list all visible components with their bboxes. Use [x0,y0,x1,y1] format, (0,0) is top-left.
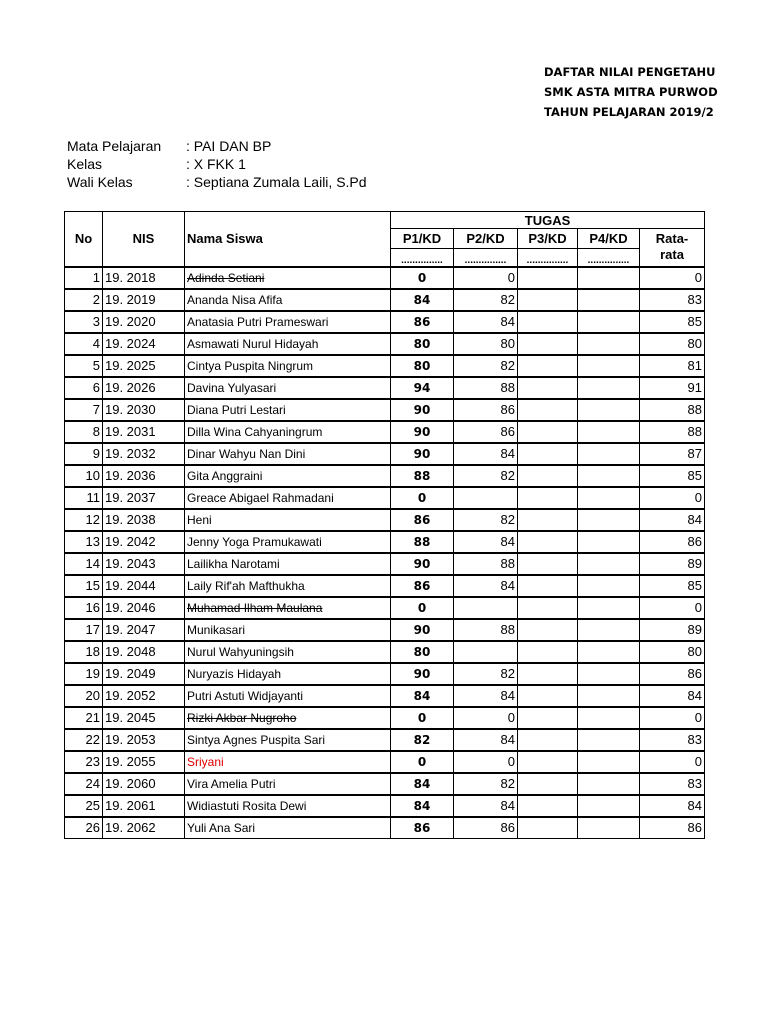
cell-no: 22 [65,729,103,751]
cell-p2: 84 [454,729,518,751]
cell-student-name: Anatasia Putri Prameswari [185,311,391,333]
cell-nis: 19. 2032 [103,443,185,465]
cell-average: 84 [640,685,705,707]
table-row [65,619,705,641]
cell-p3 [518,289,578,311]
cell-p2: 88 [454,619,518,641]
cell-p2: 84 [454,311,518,333]
cell-student-name: Heni [185,509,391,531]
table-row [65,729,705,751]
cell-p2 [454,597,518,619]
table-row [65,509,705,531]
cell-no: 20 [65,685,103,707]
cell-no: 16 [65,597,103,619]
cell-average: 80 [640,333,705,355]
cell-no: 11 [65,487,103,509]
cell-p1: 0 [391,751,454,773]
cell-p1: 0 [391,707,454,729]
cell-nis: 19. 2020 [103,311,185,333]
cell-student-name: Muhamad Ilham Maulana [185,597,391,619]
class-row [67,155,367,173]
cell-student-name: Gita Anggraini [185,465,391,487]
cell-p4 [578,553,640,575]
table-row [65,553,705,575]
table-row [65,641,705,663]
cell-p4 [578,355,640,377]
cell-p4 [578,465,640,487]
cell-nis: 19. 2042 [103,531,185,553]
cell-nis: 19. 2037 [103,487,185,509]
cell-p3 [518,729,578,751]
header-p1-dots: ............... [391,249,454,267]
cell-p3 [518,333,578,355]
cell-no: 15 [65,575,103,597]
cell-student-name: Nurul Wahyuningsih [185,641,391,663]
cell-p2 [454,641,518,663]
cell-p4 [578,377,640,399]
cell-student-name: Sintya Agnes Puspita Sari [185,729,391,751]
cell-p1: 0 [391,487,454,509]
table-row [65,377,705,399]
table-row [65,663,705,685]
homeroom-row [67,173,367,191]
homeroom-label: Wali Kelas [67,174,133,190]
cell-average: 85 [640,465,705,487]
cell-p3 [518,597,578,619]
subject-value: : PAI DAN BP [186,138,272,154]
cell-nis: 19. 2060 [103,773,185,795]
cell-average: 86 [640,817,705,839]
cell-p1: 86 [391,311,454,333]
cell-student-name: Rizki Akbar Nugroho [185,707,391,729]
cell-average: 0 [640,597,705,619]
table-row [65,355,705,377]
cell-p1: 90 [391,553,454,575]
table-row [65,443,705,465]
cell-no: 5 [65,355,103,377]
table-row [65,773,705,795]
cell-p4 [578,707,640,729]
cell-p1: 82 [391,729,454,751]
cell-p1: 88 [391,465,454,487]
cell-average: 88 [640,399,705,421]
header-p2: P2/KD [454,229,518,249]
cell-average: 86 [640,531,705,553]
cell-p1: 90 [391,443,454,465]
cell-p2: 0 [454,267,518,289]
header-nis: NIS [103,212,185,267]
cell-p3 [518,311,578,333]
cell-p1: 84 [391,289,454,311]
cell-student-name: Laily Rif'ah Mafthukha [185,575,391,597]
cell-average: 80 [640,641,705,663]
cell-average: 88 [640,421,705,443]
header-p3-dots: ............... [518,249,578,267]
cell-p4 [578,509,640,531]
cell-p4 [578,729,640,751]
cell-student-name: Sriyani [185,751,391,773]
cell-p4 [578,773,640,795]
cell-p4 [578,817,640,839]
cell-no: 12 [65,509,103,531]
cell-no: 14 [65,553,103,575]
table-row [65,597,705,619]
cell-average: 0 [640,707,705,729]
cell-p4 [578,421,640,443]
cell-p4 [578,487,640,509]
cell-p4 [578,289,640,311]
cell-p4 [578,333,640,355]
cell-nis: 19. 2048 [103,641,185,663]
cell-average: 0 [640,267,705,289]
cell-no: 4 [65,333,103,355]
cell-nis: 19. 2045 [103,707,185,729]
table-row [65,751,705,773]
cell-p2: 88 [454,553,518,575]
table-row [65,795,705,817]
cell-average: 85 [640,575,705,597]
cell-p4 [578,531,640,553]
cell-p4 [578,619,640,641]
cell-no: 17 [65,619,103,641]
cell-p2: 82 [454,465,518,487]
header-average-line2: rata [660,247,684,263]
grades-table [64,211,705,839]
cell-p2: 84 [454,531,518,553]
cell-p1: 90 [391,663,454,685]
cell-p1: 90 [391,421,454,443]
cell-average: 83 [640,289,705,311]
cell-average: 83 [640,729,705,751]
cell-student-name: Lailikha Narotami [185,553,391,575]
cell-p3 [518,267,578,289]
cell-no: 21 [65,707,103,729]
cell-p2: 84 [454,795,518,817]
cell-student-name: Cintya Puspita Ningrum [185,355,391,377]
cell-p3 [518,355,578,377]
cell-nis: 19. 2024 [103,333,185,355]
cell-p1: 90 [391,619,454,641]
cell-no: 23 [65,751,103,773]
cell-average: 86 [640,663,705,685]
cell-p2: 88 [454,377,518,399]
cell-student-name: Dilla Wina Cahyaningrum [185,421,391,443]
cell-no: 2 [65,289,103,311]
cell-p1: 0 [391,267,454,289]
table-row [65,685,705,707]
subject-row [67,137,367,155]
cell-p2: 86 [454,817,518,839]
cell-p1: 80 [391,355,454,377]
cell-no: 18 [65,641,103,663]
cell-student-name: Yuli Ana Sari [185,817,391,839]
report-header [544,62,768,122]
cell-student-name: Greace Abigael Rahmadani [185,487,391,509]
cell-no: 3 [65,311,103,333]
cell-p2: 84 [454,575,518,597]
cell-p3 [518,619,578,641]
cell-p4 [578,751,640,773]
cell-p1: 0 [391,597,454,619]
header-p3: P3/KD [518,229,578,249]
cell-p3 [518,795,578,817]
header-name: Nama Siswa [185,212,391,267]
cell-nis: 19. 2044 [103,575,185,597]
cell-p1: 86 [391,509,454,531]
table-row [65,487,705,509]
cell-nis: 19. 2061 [103,795,185,817]
table-row [65,399,705,421]
cell-p3 [518,817,578,839]
cell-p2: 82 [454,773,518,795]
cell-p4 [578,795,640,817]
cell-average: 83 [640,773,705,795]
cell-nis: 19. 2038 [103,509,185,531]
cell-nis: 19. 2055 [103,751,185,773]
cell-student-name: Jenny Yoga Pramukawati [185,531,391,553]
cell-p3 [518,399,578,421]
cell-p1: 84 [391,795,454,817]
cell-no: 24 [65,773,103,795]
cell-nis: 19. 2053 [103,729,185,751]
school-name: SMK ASTA MITRA PURWOD [544,85,718,99]
cell-nis: 19. 2019 [103,289,185,311]
cell-nis: 19. 2036 [103,465,185,487]
cell-no: 1 [65,267,103,289]
cell-p1: 84 [391,773,454,795]
table-row [65,421,705,443]
cell-p4 [578,443,640,465]
cell-p3 [518,685,578,707]
cell-no: 13 [65,531,103,553]
table-row [65,333,705,355]
cell-p1: 86 [391,817,454,839]
header-no: No [65,212,103,267]
table-row [65,817,705,839]
cell-no: 25 [65,795,103,817]
cell-average: 87 [640,443,705,465]
cell-p4 [578,663,640,685]
cell-p3 [518,531,578,553]
cell-average: 84 [640,795,705,817]
cell-student-name: Munikasari [185,619,391,641]
cell-p4 [578,399,640,421]
cell-p3 [518,751,578,773]
cell-p1: 94 [391,377,454,399]
cell-student-name: Dinar Wahyu Nan Dini [185,443,391,465]
cell-student-name: Davina Yulyasari [185,377,391,399]
cell-no: 19 [65,663,103,685]
header-tugas: TUGAS [391,212,705,229]
cell-p2: 82 [454,509,518,531]
cell-student-name: Adinda Setiani [185,267,391,289]
cell-p2: 86 [454,421,518,443]
cell-p3 [518,575,578,597]
table-row [65,575,705,597]
cell-no: 6 [65,377,103,399]
cell-p3 [518,465,578,487]
cell-p2: 0 [454,751,518,773]
cell-average: 0 [640,487,705,509]
cell-p2: 84 [454,685,518,707]
cell-no: 7 [65,399,103,421]
cell-p3 [518,641,578,663]
table-row [65,311,705,333]
cell-p2: 84 [454,443,518,465]
cell-p2: 82 [454,663,518,685]
cell-average: 84 [640,509,705,531]
cell-p3 [518,377,578,399]
cell-p1: 80 [391,641,454,663]
cell-p4 [578,267,640,289]
cell-p1: 80 [391,333,454,355]
cell-p3 [518,663,578,685]
cell-nis: 19. 2043 [103,553,185,575]
cell-p4 [578,597,640,619]
subject-label: Mata Pelajaran [67,138,162,154]
cell-p3 [518,773,578,795]
cell-p2: 80 [454,333,518,355]
header-average [640,229,705,267]
cell-nis: 19. 2052 [103,685,185,707]
cell-p2: 82 [454,289,518,311]
cell-p2: 82 [454,355,518,377]
cell-nis: 19. 2030 [103,399,185,421]
cell-no: 9 [65,443,103,465]
cell-student-name: Nuryazis Hidayah [185,663,391,685]
cell-nis: 19. 2046 [103,597,185,619]
cell-average: 89 [640,553,705,575]
table-row [65,267,705,289]
class-value: : X FKK 1 [186,156,246,172]
table-row [65,289,705,311]
table-row [65,531,705,553]
cell-average: 0 [640,751,705,773]
table-row [65,707,705,729]
cell-nis: 19. 2062 [103,817,185,839]
cell-p3 [518,487,578,509]
academic-year: TAHUN PELAJARAN 2019/2 [544,105,714,119]
cell-nis: 19. 2018 [103,267,185,289]
cell-p4 [578,685,640,707]
cell-average: 81 [640,355,705,377]
cell-average: 85 [640,311,705,333]
cell-average: 89 [640,619,705,641]
cell-nis: 19. 2026 [103,377,185,399]
header-average-line1: Rata- [655,231,689,247]
header-p1: P1/KD [391,229,454,249]
cell-p4 [578,311,640,333]
header-p4-dots: ............... [578,249,640,267]
cell-p1: 88 [391,531,454,553]
cell-no: 26 [65,817,103,839]
cell-nis: 19. 2047 [103,619,185,641]
cell-p2: 0 [454,707,518,729]
cell-p2: 86 [454,399,518,421]
cell-p3 [518,509,578,531]
cell-p3 [518,443,578,465]
class-info [67,137,367,191]
cell-nis: 19. 2049 [103,663,185,685]
cell-student-name: Diana Putri Lestari [185,399,391,421]
class-label: Kelas [67,156,103,172]
cell-p3 [518,553,578,575]
cell-no: 8 [65,421,103,443]
cell-p4 [578,641,640,663]
report-title: DAFTAR NILAI PENGETAHU [544,65,716,79]
cell-student-name: Ananda Nisa Afifa [185,289,391,311]
cell-nis: 19. 2031 [103,421,185,443]
table-row [65,465,705,487]
cell-student-name: Putri Astuti Widjayanti [185,685,391,707]
cell-p3 [518,707,578,729]
header-p4: P4/KD [578,229,640,249]
cell-student-name: Widiastuti Rosita Dewi [185,795,391,817]
cell-p2 [454,487,518,509]
homeroom-value: : Septiana Zumala Laili, S.Pd [186,174,367,190]
cell-nis: 19. 2025 [103,355,185,377]
cell-student-name: Vira Amelia Putri [185,773,391,795]
cell-p1: 86 [391,575,454,597]
cell-p1: 84 [391,685,454,707]
header-p2-dots: ............... [454,249,518,267]
cell-p4 [578,575,640,597]
cell-student-name: Asmawati Nurul Hidayah [185,333,391,355]
cell-no: 10 [65,465,103,487]
cell-average: 91 [640,377,705,399]
cell-p1: 90 [391,399,454,421]
cell-p3 [518,421,578,443]
